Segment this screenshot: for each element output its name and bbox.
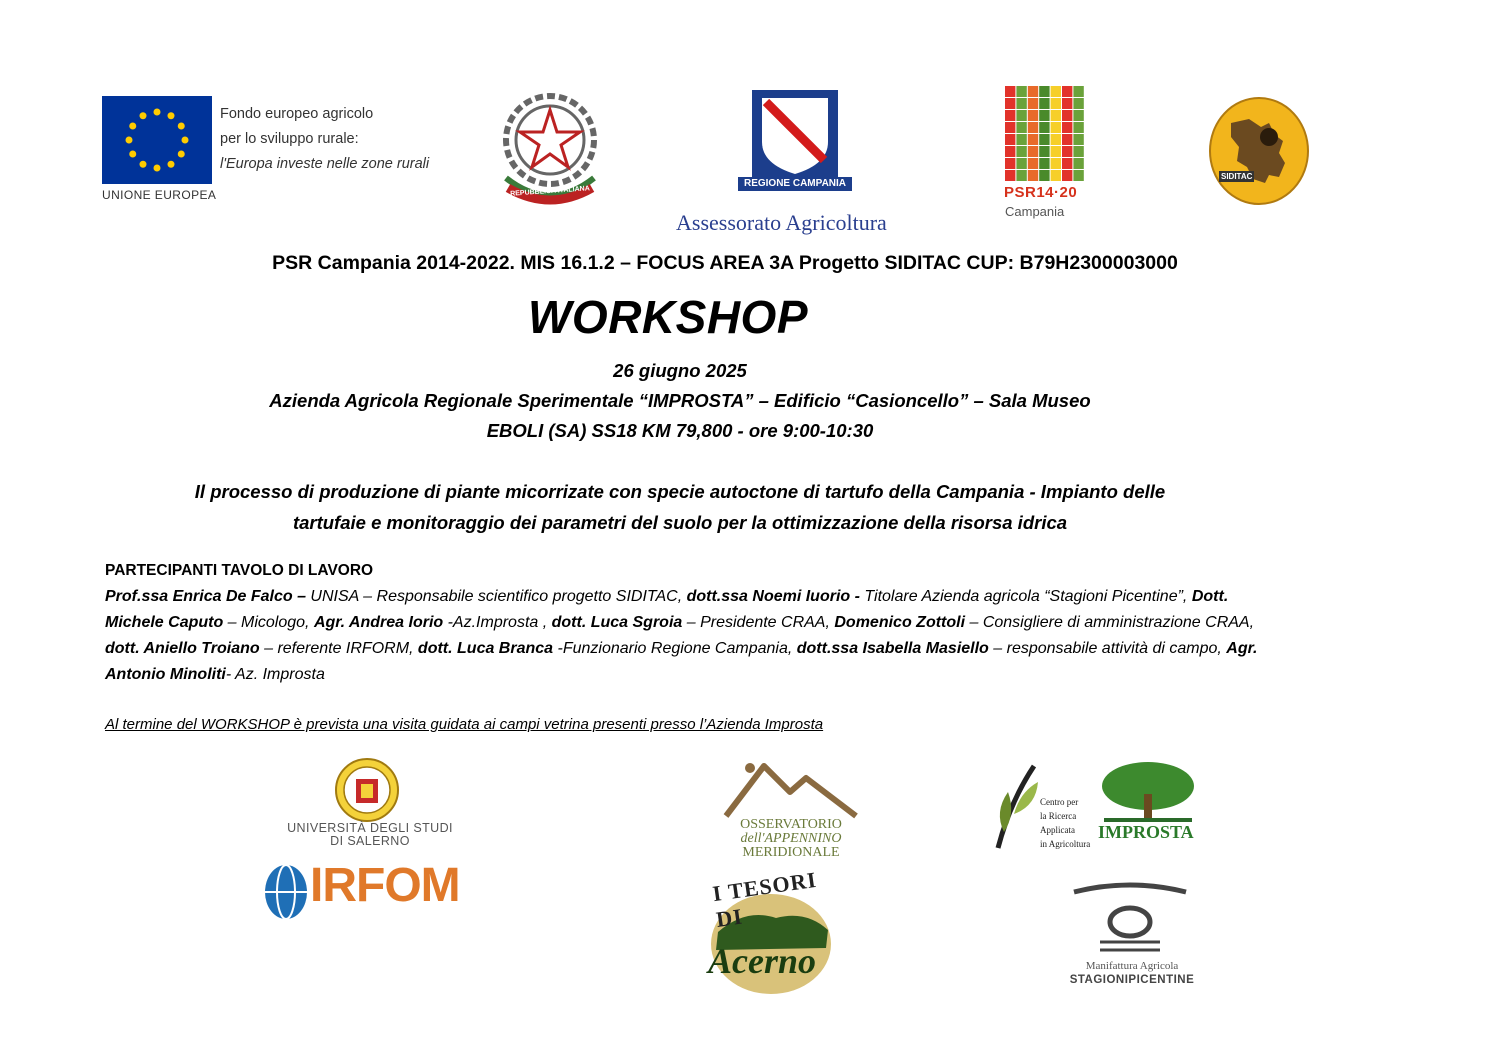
participant-role: – referente IRFORM,: [259, 640, 418, 657]
participant-role: – Micologo,: [223, 614, 314, 631]
participant-name: Prof.ssa Enrica De Falco –: [105, 588, 306, 605]
eu-star-icon: [154, 109, 161, 116]
eu-caption: UNIONE EUROPEA: [102, 188, 217, 202]
psr-mosaic-tile: [1016, 158, 1026, 169]
improsta-label: IMPROSTA: [1098, 822, 1194, 842]
participant-name: dott. Aniello Troiano: [105, 640, 260, 657]
psr-mosaic-tile: [1073, 122, 1083, 133]
eu-star-icon: [154, 165, 161, 172]
crea-line3: Applicata: [1040, 825, 1075, 835]
psr-mosaic-tile: [1028, 110, 1038, 121]
participant-name: Dott. Michele Caputo: [105, 588, 1229, 631]
psr-mosaic-tile: [1016, 170, 1026, 181]
italian-republic-emblem: [496, 88, 604, 212]
psr-mosaic-tile: [1039, 170, 1049, 181]
psr-mosaic-tile: [1062, 146, 1072, 157]
psr-mosaic-tile: [1073, 170, 1083, 181]
event-address: EBOLI (SA) SS18 KM 79,800 - ore 9:00-10:30: [486, 420, 874, 441]
siditac-label: SIDITAC: [1221, 172, 1253, 181]
stagioni-line2: STAGIONIPICENTINE: [1069, 974, 1195, 986]
psr-mosaic-tile: [1028, 122, 1038, 133]
crea-leaf-logo: [990, 762, 1046, 852]
eu-star-icon: [168, 112, 175, 119]
psr-mosaic-tile: [1073, 110, 1083, 121]
psr-mosaic-tile: [1016, 86, 1026, 97]
eu-star-icon: [178, 123, 185, 130]
participant-role: – Presidente CRAA,: [682, 614, 835, 631]
psr-mosaic-tile: [1005, 158, 1015, 169]
psr-mosaic-tile: [1005, 86, 1015, 97]
psr-mosaic-tile: [1028, 134, 1038, 145]
participants-title: PARTECIPANTI TAVOLO DI LAVORO: [105, 562, 374, 579]
eu-star-icon: [129, 123, 136, 130]
psr-mosaic-tile: [1051, 134, 1061, 145]
osservatorio-line2: dell'APPENNINO: [740, 831, 842, 846]
irfom-globe-icon: [263, 863, 309, 921]
eu-star-icon: [168, 161, 175, 168]
psr-mosaic-tile: [1073, 158, 1083, 169]
republic-ribbon-text: REPUBBLICA ITALIANA: [509, 185, 591, 198]
osservatorio-mountain-logo: [720, 758, 860, 820]
psr-mosaic-tile: [1005, 134, 1015, 145]
eu-star-icon: [129, 151, 136, 158]
page-title: WORKSHOP: [528, 291, 808, 343]
osservatorio-line3: MERIDIONALE: [742, 845, 840, 860]
participant-role: UNISA – Responsabile scientifico progetto SIDITAC,: [305, 588, 687, 605]
participant-role: -Az.Improsta ,: [443, 614, 552, 631]
psr-mosaic-tile: [1051, 110, 1061, 121]
workshop-topic: [100, 476, 1260, 538]
psr-mosaic-tile: [1062, 134, 1072, 145]
crea-line2: la Ricerca: [1040, 811, 1077, 821]
psr-mosaic-tile: [1028, 158, 1038, 169]
psr-mosaic-tile: [1051, 122, 1061, 133]
regione-campania-label: REGIONE CAMPANIA: [738, 177, 852, 191]
event-date: 26 giugno 2025: [613, 360, 747, 381]
stagioni-line1: Manifattura Agricola: [1085, 960, 1179, 972]
tesori-line2: Acerno: [708, 941, 816, 981]
psr-mosaic-tile: [1039, 110, 1049, 121]
psr-mosaic-tile: [1051, 170, 1061, 181]
psr-mosaic-tile: [1073, 98, 1083, 109]
psr-mosaic-tile: [1016, 134, 1026, 145]
unisa-seal-logo: [334, 757, 400, 823]
psr-mosaic-tile: [1028, 98, 1038, 109]
psr-mosaic-tile: [1016, 122, 1026, 133]
psr-mosaic-tile: [1016, 146, 1026, 157]
participant-name: dott.ssa Noemi Iuorio -: [686, 588, 860, 605]
psr-mosaic-tile: [1062, 86, 1072, 97]
psr-mosaic-tile: [1062, 158, 1072, 169]
psr-mosaic-tile: [1039, 134, 1049, 145]
psr-mosaic-tile: [1005, 146, 1015, 157]
participant-role: – responsabile attività di campo,: [988, 640, 1227, 657]
improsta-tree-logo: [1098, 760, 1198, 824]
osservatorio-text: [708, 818, 874, 860]
visit-note: Al termine del WORKSHOP è prevista una visita guidata ai campi vetrina presenti presso l’Azienda Improsta: [105, 716, 824, 733]
psr-mosaic-tile: [1039, 146, 1049, 157]
participant-role: Titolare Azienda agricola “Stagioni Picentine”,: [859, 588, 1192, 605]
topic-line1: Il processo di produzione di piante micorrizate con specie autoctone di tartufo della Campania - Impianto delle: [194, 481, 1166, 502]
psr-mosaic-tile: [1073, 134, 1083, 145]
psr-mosaic-tile: [1005, 170, 1015, 181]
psr-mosaic-tile: [1005, 122, 1015, 133]
participant-role: -Funzionario Regione Campania,: [553, 640, 797, 657]
topic-line2: tartufaie e monitoraggio dei parametri del suolo per la ottimizzazione della risorsa idrica: [292, 512, 1068, 533]
eu-fund-line1: Fondo europeo agricolo: [220, 106, 374, 122]
eu-fund-text: [220, 102, 429, 177]
participant-role: – Consigliere di amministrazione CRAA,: [965, 614, 1255, 631]
assessorato-label: Assessorato Agricoltura: [676, 210, 887, 235]
participant-name: Domenico Zottoli: [834, 614, 966, 631]
psr-mosaic-tile: [1039, 158, 1049, 169]
stagioni-picentine-logo: [1070, 882, 1190, 954]
eu-star-icon: [140, 112, 147, 119]
psr-mosaic-tile: [1051, 98, 1061, 109]
participant-name: Agr. Antonio Minoliti: [105, 640, 1258, 683]
psr-mosaic-logo: [1005, 86, 1085, 182]
psr-mosaic-tile: [1005, 98, 1015, 109]
psr-mosaic-tile: [1051, 86, 1061, 97]
eu-star-icon: [126, 137, 133, 144]
psr-mosaic-tile: [1028, 146, 1038, 157]
project-header: PSR Campania 2014-2022. MIS 16.1.2 – FOCUS AREA 3A Progetto SIDITAC CUP: B79H2300003000: [272, 252, 1178, 274]
osservatorio-line1: OSSERVATORIO: [740, 817, 842, 832]
psr-mosaic-tile: [1062, 170, 1072, 181]
psr-mosaic-tile: [1039, 98, 1049, 109]
psr-mosaic-tile: [1016, 110, 1026, 121]
event-venue: Azienda Agricola Regionale Sperimentale “IMPROSTA” – Edificio “Casioncello” – Sala Museo: [269, 390, 1091, 411]
siditac-logo: [1209, 97, 1309, 205]
participant-name: dott. Luca Sgroia: [551, 614, 683, 631]
participant-name: dott.ssa Isabella Masiello: [796, 640, 989, 657]
unisa-line2: DI SALERNO: [330, 834, 410, 848]
irfom-logo-text: IRFOM: [310, 859, 460, 912]
crea-line4: in Agricoltura: [1040, 839, 1091, 849]
psr-mosaic-tile: [1039, 86, 1049, 97]
psr-mosaic-tile: [1028, 86, 1038, 97]
psr-mosaic-tile: [1016, 98, 1026, 109]
psr-region-label: Campania: [1005, 204, 1065, 219]
unisa-line1: UNIVERSITÀ DEGLI STUDI: [287, 821, 453, 835]
eu-star-icon: [140, 161, 147, 168]
participant-name: dott. Luca Branca: [417, 640, 554, 657]
regione-campania-shield: [752, 90, 838, 178]
participants-list: [105, 584, 1265, 688]
psr-mosaic-tile: [1051, 158, 1061, 169]
psr-mosaic-tile: [1073, 146, 1083, 157]
eu-flag-logo: [102, 96, 212, 184]
tesori-line1: I TESORI DI: [711, 866, 819, 932]
crea-line1: Centro per: [1040, 797, 1079, 807]
tesori-di-acerno-logo: [696, 868, 846, 996]
psr-mosaic-tile: [1062, 122, 1072, 133]
psr-mosaic-tile: [1073, 86, 1083, 97]
crea-text: [1040, 795, 1090, 851]
participant-role: - Az. Improsta: [225, 666, 325, 683]
unisa-text: [280, 822, 460, 848]
participant-name: Agr. Andrea Iorio: [313, 614, 444, 631]
psr-mosaic-tile: [1062, 98, 1072, 109]
psr-mosaic-tile: [1028, 170, 1038, 181]
eu-fund-line2: per lo sviluppo rurale:: [220, 131, 359, 147]
psr-mosaic-tile: [1062, 110, 1072, 121]
psr-mosaic-tile: [1039, 122, 1049, 133]
psr-mosaic-tile: [1005, 110, 1015, 121]
psr-mosaic-tile: [1051, 146, 1061, 157]
psr-label: PSR14·20: [1004, 184, 1078, 201]
eu-star-icon: [178, 151, 185, 158]
eu-star-icon: [182, 137, 189, 144]
eu-fund-line3: l'Europa investe nelle zone rurali: [220, 156, 430, 172]
